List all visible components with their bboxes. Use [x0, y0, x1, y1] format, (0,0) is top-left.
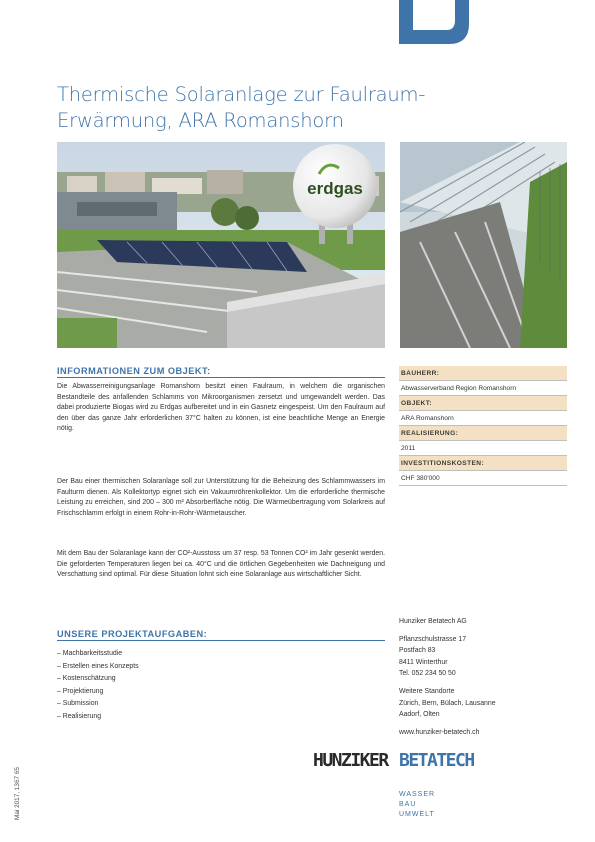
fact-value-object: ARA Romanshorn [399, 411, 567, 426]
tagline-line: UMWELT [399, 811, 435, 818]
fact-value-realisation: 2011 [399, 441, 567, 456]
info-paragraph-3: Mit dem Bau der Solaranlage kann der CO²-Ausstoss um 37 resp. 53 Tonnen CO² im Jahr gesenkt werden. Die geforderten Temperaturen liegen bei ca. 40°C und die örtlichen Gegebenheiten wie Dachneigung und Verschattung sind optimal. Für diese Situation lohnt sich eine Solaranlage aus wirtschaftlicher Sicht. [57, 550, 385, 579]
tank-label: erdgas [307, 179, 363, 198]
fact-label-investment: INVESTITIONSKOSTEN: [399, 456, 567, 471]
city: 8411 Winterthur [399, 658, 448, 666]
list-item: – Machbarkeitsstudie [57, 650, 123, 657]
list-item: – Erstellen eines Konzepts [57, 662, 139, 670]
tagline-line: WASSER [399, 791, 436, 798]
list-item: – Projektierung [57, 687, 104, 695]
fact-label-client: BAUHERR: [399, 366, 567, 381]
list-item: – Kostenschätzung [57, 675, 116, 683]
phone: Tel. 052 234 50 50 [399, 670, 456, 678]
collector-detail-photo [400, 142, 567, 348]
project-facts [399, 366, 567, 486]
info-paragraph-2: Der Bau einer thermischen Solaranlage soll zur Unterstützung für die Beheizung des Schlammwassers im Faulturm dienen. Als Kollektortyp eignet sich ein Vakuumröhrenkollektor. Um die erforderliche thermische Leistung zu erreichen, sind 200 – 300 m² Absorberfläche nötig. Die Wärmeübertragung vom Solarkreis auf Frischschlamm erfolgt in einem Rohr-in-Rohr-Wärmetauscher. [57, 478, 385, 517]
page-title [57, 82, 477, 134]
company-name: Hunziker Betatech AG [399, 618, 467, 625]
tagline-line: BAU [399, 801, 417, 808]
postbox: Postfach 83 [399, 647, 436, 655]
fact-label-realisation: REALISIERUNG: [399, 426, 567, 441]
tagline [399, 790, 435, 820]
other-locations-line-1: Zürich, Bern, Bülach, Lausanne [399, 699, 496, 707]
tasks-list [57, 648, 139, 724]
logo-hunziker: HUNZIKER [313, 750, 388, 771]
title-line-1: Thermische Solaranlage zur Faulraum- [57, 83, 426, 106]
list-item: – Realisierung [57, 712, 102, 720]
tasks-heading-rule [57, 640, 385, 641]
brand-corner-mark [399, 0, 469, 44]
other-locations-line-2: Aadorf, Olten [399, 711, 440, 719]
info-heading: INFORMATIONEN ZUM OBJEKT: [57, 366, 211, 376]
document-date: Mai 2017, 1367 65 [14, 767, 21, 820]
company-logo [313, 748, 513, 772]
other-locations-heading: Weitere Standorte [399, 687, 455, 695]
tasks-heading: UNSERE PROJEKTAUFGABEN: [57, 629, 208, 639]
info-heading-rule [57, 377, 385, 378]
info-paragraph-1: Die Abwasserreinigungsanlage Romanshorn besitzt einen Faulraum, in welchem die organischen Bestandteile des anfallenden Schlamms von Mikroorganismen zersetzt und umgewandelt werden. Das dabei produzierte Biogas wird zu Erdgas aufbereitet und in ein Gasnetz eingespeist. Um den Faulraum auf den über das ganze Jahr erforderlichen 37°C halten zu können, ist eine beachtliche Menge an Energie nötig. [57, 383, 385, 433]
street-address: Pflanzschulstrasse 17 [399, 635, 467, 643]
fact-value-investment: CHF 380'000 [399, 471, 567, 486]
list-item: – Submission [57, 700, 99, 708]
website-link[interactable]: www.hunziker-betatech.ch [399, 728, 480, 736]
fact-value-client: Abwasserverband Region Romanshorn [399, 381, 567, 396]
plant-overview-photo [57, 142, 385, 348]
contact-block [399, 616, 496, 738]
title-line-2: Erwärmung, ARA Romanshorn [57, 109, 344, 132]
logo-betatech: BETATECH [399, 750, 474, 771]
fact-label-object: OBJEKT: [399, 396, 567, 411]
